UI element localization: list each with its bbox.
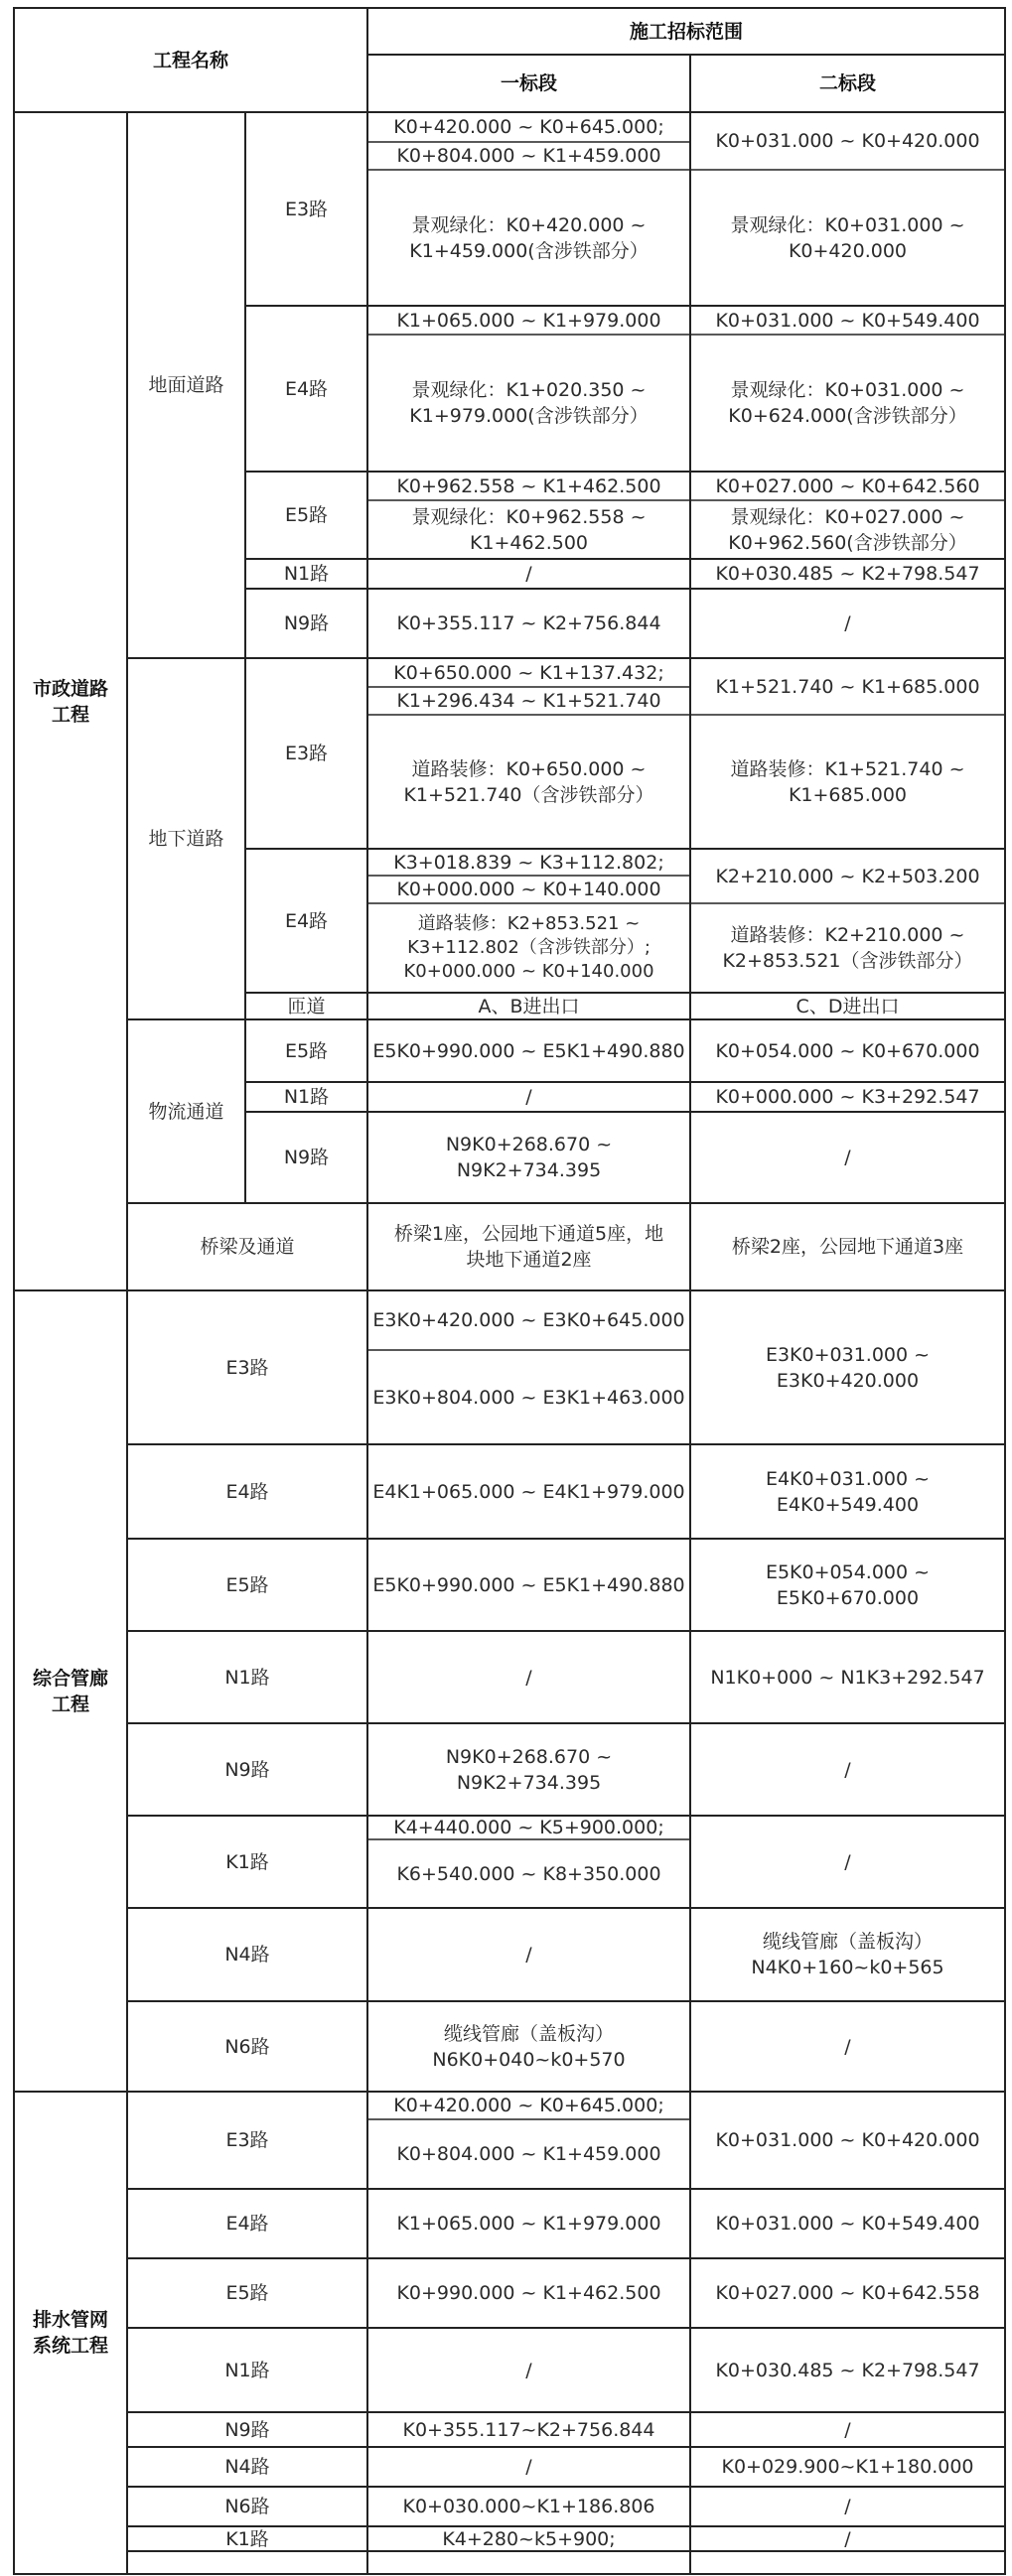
lot2-range: K0+029.900~K1+180.000 <box>721 2456 974 2478</box>
lot1-range: K1+065.000 ~ K1+979.000 <box>396 2213 661 2235</box>
lot1-range: / <box>525 1944 532 1966</box>
lot2-range: E4K0+031.000 ~ E4K0+549.400 <box>765 1467 931 1516</box>
road-label: E4路 <box>284 377 329 400</box>
lot1-chainage: K3+018.839 ~ K3+112.802; <box>393 851 664 874</box>
road-label: N1路 <box>283 1086 330 1108</box>
lot2-range: K0+031.000 ~ K0+420.000 <box>715 2129 980 2151</box>
header-lot1: 一标段 <box>500 72 557 94</box>
lot2-decoration: 道路装修：K2+210.000 ~ K2+853.521（含涉铁部分） <box>722 924 973 972</box>
lot2-range: C、D进出口 <box>795 995 900 1017</box>
header-project-name: 工程名称 <box>152 49 228 71</box>
lot1-range: K4+280~k5+900; <box>442 2527 616 2550</box>
road-label: E3路 <box>225 1356 269 1379</box>
road-label: E4路 <box>225 2213 269 2235</box>
road-label: K1路 <box>225 1850 269 1873</box>
lot2-range: / <box>844 2496 851 2517</box>
header-lot2: 二标段 <box>818 72 876 94</box>
road-label: E4路 <box>284 909 329 932</box>
lot2-range: K0+054.000 ~ K0+670.000 <box>715 1039 980 1062</box>
road-label: E5路 <box>284 504 329 526</box>
road-label: N6路 <box>224 2035 270 2058</box>
lot1-range: K0+990.000 ~ K1+462.500 <box>396 2282 661 2304</box>
category-bridge: 桥梁及通道 <box>200 1236 295 1258</box>
lot1-range: N9K0+268.670 ~ N9K2+734.395 <box>445 1134 613 1181</box>
lot1-landscape: 景观绿化：K0+962.558 ~ K1+462.500 <box>411 505 647 554</box>
road-label: E5路 <box>284 1039 329 1062</box>
road-label: E3路 <box>284 198 329 220</box>
lot2-range: / <box>844 2527 851 2550</box>
lot2-range: 缆线管廊（盖板沟） N4K0+160~k0+565 <box>751 1931 944 1978</box>
road-label: N9路 <box>283 612 330 634</box>
lot1-landscape: 景观绿化：K0+420.000 ~ K1+459.000(含涉铁部分） <box>409 213 649 262</box>
lot2-range: E3K0+031.000 ~ E3K0+420.000 <box>765 1343 931 1392</box>
category-logistics: 物流通道 <box>148 1100 224 1123</box>
lot1-range: E3K0+804.000 ~ E3K1+463.000 <box>372 1386 685 1409</box>
road-label: N4路 <box>224 2456 270 2478</box>
lot2-range: K0+027.000 ~ K0+642.558 <box>715 2282 980 2304</box>
group-drainage: 排水管网 系统工程 <box>32 2309 108 2357</box>
road-label: E4路 <box>225 1480 269 1503</box>
road-label: N9路 <box>224 1758 270 1781</box>
road-label: E3路 <box>225 2129 269 2151</box>
lot1-range: K0+355.117~K2+756.844 <box>402 2418 655 2441</box>
lot2-landscape: 景观绿化：K0+027.000 ~ K0+962.560(含涉铁部分） <box>728 505 967 554</box>
lot1-range: / <box>525 1086 532 1108</box>
lot1-range: K0+420.000 ~ K0+645.000; <box>393 2095 664 2116</box>
lot1-chainage: K1+296.434 ~ K1+521.740 <box>396 690 661 712</box>
lot1-bridge: 桥梁1座，公园地下通道5座，地 块地下通道2座 <box>393 1223 664 1271</box>
lot2-chainage: K0+031.000 ~ K0+549.400 <box>715 309 980 332</box>
lot1-range: / <box>525 2456 532 2478</box>
lot1-chainage: K0+420.000 ~ K0+645.000; <box>393 116 664 138</box>
lot2-range: / <box>844 612 851 634</box>
lot2-range: / <box>844 1147 851 1168</box>
lot1-range: E3K0+420.000 ~ E3K0+645.000 <box>372 1309 685 1331</box>
lot2-bridge: 桥梁2座，公园地下通道3座 <box>731 1236 964 1258</box>
lot1-range: / <box>525 563 532 585</box>
road-label: K1路 <box>225 2527 269 2550</box>
lot1-range: 缆线管廊（盖板沟） N6K0+040~k0+570 <box>432 2022 626 2071</box>
lot2-range: / <box>844 2035 851 2058</box>
lot1-range: K0+030.000~K1+186.806 <box>402 2496 655 2517</box>
road-label: N9路 <box>224 2418 270 2441</box>
lot2-range: E5K0+054.000 ~ E5K0+670.000 <box>765 1560 931 1609</box>
category-surface-road: 地面道路 <box>148 374 224 396</box>
lot2-range: K0+031.000 ~ K0+549.400 <box>715 2213 980 2235</box>
category-underground-road: 地下道路 <box>148 828 224 850</box>
lot2-chainage: K0+027.000 ~ K0+642.560 <box>715 475 980 497</box>
road-label: E3路 <box>284 743 329 764</box>
lot1-chainage: K0+962.558 ~ K1+462.500 <box>396 475 661 497</box>
lot1-range: / <box>525 1666 532 1689</box>
lot1-chainage: K1+065.000 ~ K1+979.000 <box>396 309 661 332</box>
lot1-range: K0+355.117 ~ K2+756.844 <box>396 612 661 634</box>
lot1-decoration: 道路装修：K0+650.000 ~ K1+521.740（含涉铁部分） <box>403 757 654 806</box>
lot2-range: / <box>844 1758 851 1781</box>
lot1-range: E4K1+065.000 ~ E4K1+979.000 <box>372 1480 685 1503</box>
road-label: E5路 <box>225 2282 269 2304</box>
lot2-range: / <box>844 1850 851 1873</box>
road-label: E5路 <box>225 1573 269 1596</box>
group-municipal-road: 市政道路 工程 <box>32 677 108 726</box>
road-label: N1路 <box>224 1666 270 1689</box>
lot2-chainage: K1+521.740 ~ K1+685.000 <box>715 675 980 698</box>
lot1-chainage: K0+804.000 ~ K1+459.000 <box>396 145 661 167</box>
lot1-range: A、B进出口 <box>478 995 580 1017</box>
road-label: 匝道 <box>287 995 326 1017</box>
lot1-range: E5K0+990.000 ~ E5K1+490.880 <box>372 1573 685 1596</box>
header-scope: 施工招标范围 <box>629 20 743 43</box>
lot1-chainage: K0+650.000 ~ K1+137.432; <box>393 661 664 684</box>
lot1-range: K4+440.000 ~ K5+900.000; <box>393 1817 664 1838</box>
lot2-landscape: 景观绿化：K0+031.000 ~ K0+420.000 <box>730 213 965 262</box>
lot1-chainage: K0+000.000 ~ K0+140.000 <box>396 879 661 900</box>
lot1-range: K0+804.000 ~ K1+459.000 <box>396 2143 661 2165</box>
group-utility-tunnel: 综合管廊 工程 <box>32 1667 108 1715</box>
lot2-landscape: 景观绿化：K0+031.000 ~ K0+624.000(含涉铁部分） <box>728 379 967 427</box>
lot2-range: K0+030.485 ~ K2+798.547 <box>715 563 980 585</box>
lot2-range: K0+000.000 ~ K3+292.547 <box>715 1086 980 1108</box>
lot1-range: K6+540.000 ~ K8+350.000 <box>396 1862 661 1885</box>
lot2-chainage: K2+210.000 ~ K2+503.200 <box>715 865 980 887</box>
road-label: N4路 <box>224 1944 270 1966</box>
lot2-decoration: 道路装修：K1+521.740 ~ K1+685.000 <box>730 757 965 806</box>
lot2-chainage: K0+031.000 ~ K0+420.000 <box>715 130 980 152</box>
lot1-landscape: 景观绿化：K1+020.350 ~ K1+979.000(含涉铁部分） <box>409 379 649 427</box>
lot1-range: / <box>525 2359 532 2381</box>
road-label: N6路 <box>224 2496 270 2517</box>
road-label: N1路 <box>224 2359 270 2381</box>
lot2-range: N1K0+000 ~ N1K3+292.547 <box>710 1666 985 1689</box>
lot2-range: / <box>844 2418 851 2441</box>
road-label: N9路 <box>283 1147 330 1168</box>
road-label: N1路 <box>283 563 330 585</box>
lot1-range: N9K0+268.670 ~ N9K2+734.395 <box>445 1745 613 1794</box>
lot1-decoration: 道路装修：K2+853.521 ~ K3+112.802（含涉铁部分）; K0+000.000 ~ K0+140.000 <box>403 913 654 982</box>
lot1-range: E5K0+990.000 ~ E5K1+490.880 <box>372 1039 685 1062</box>
lot2-range: K0+030.485 ~ K2+798.547 <box>715 2359 980 2381</box>
